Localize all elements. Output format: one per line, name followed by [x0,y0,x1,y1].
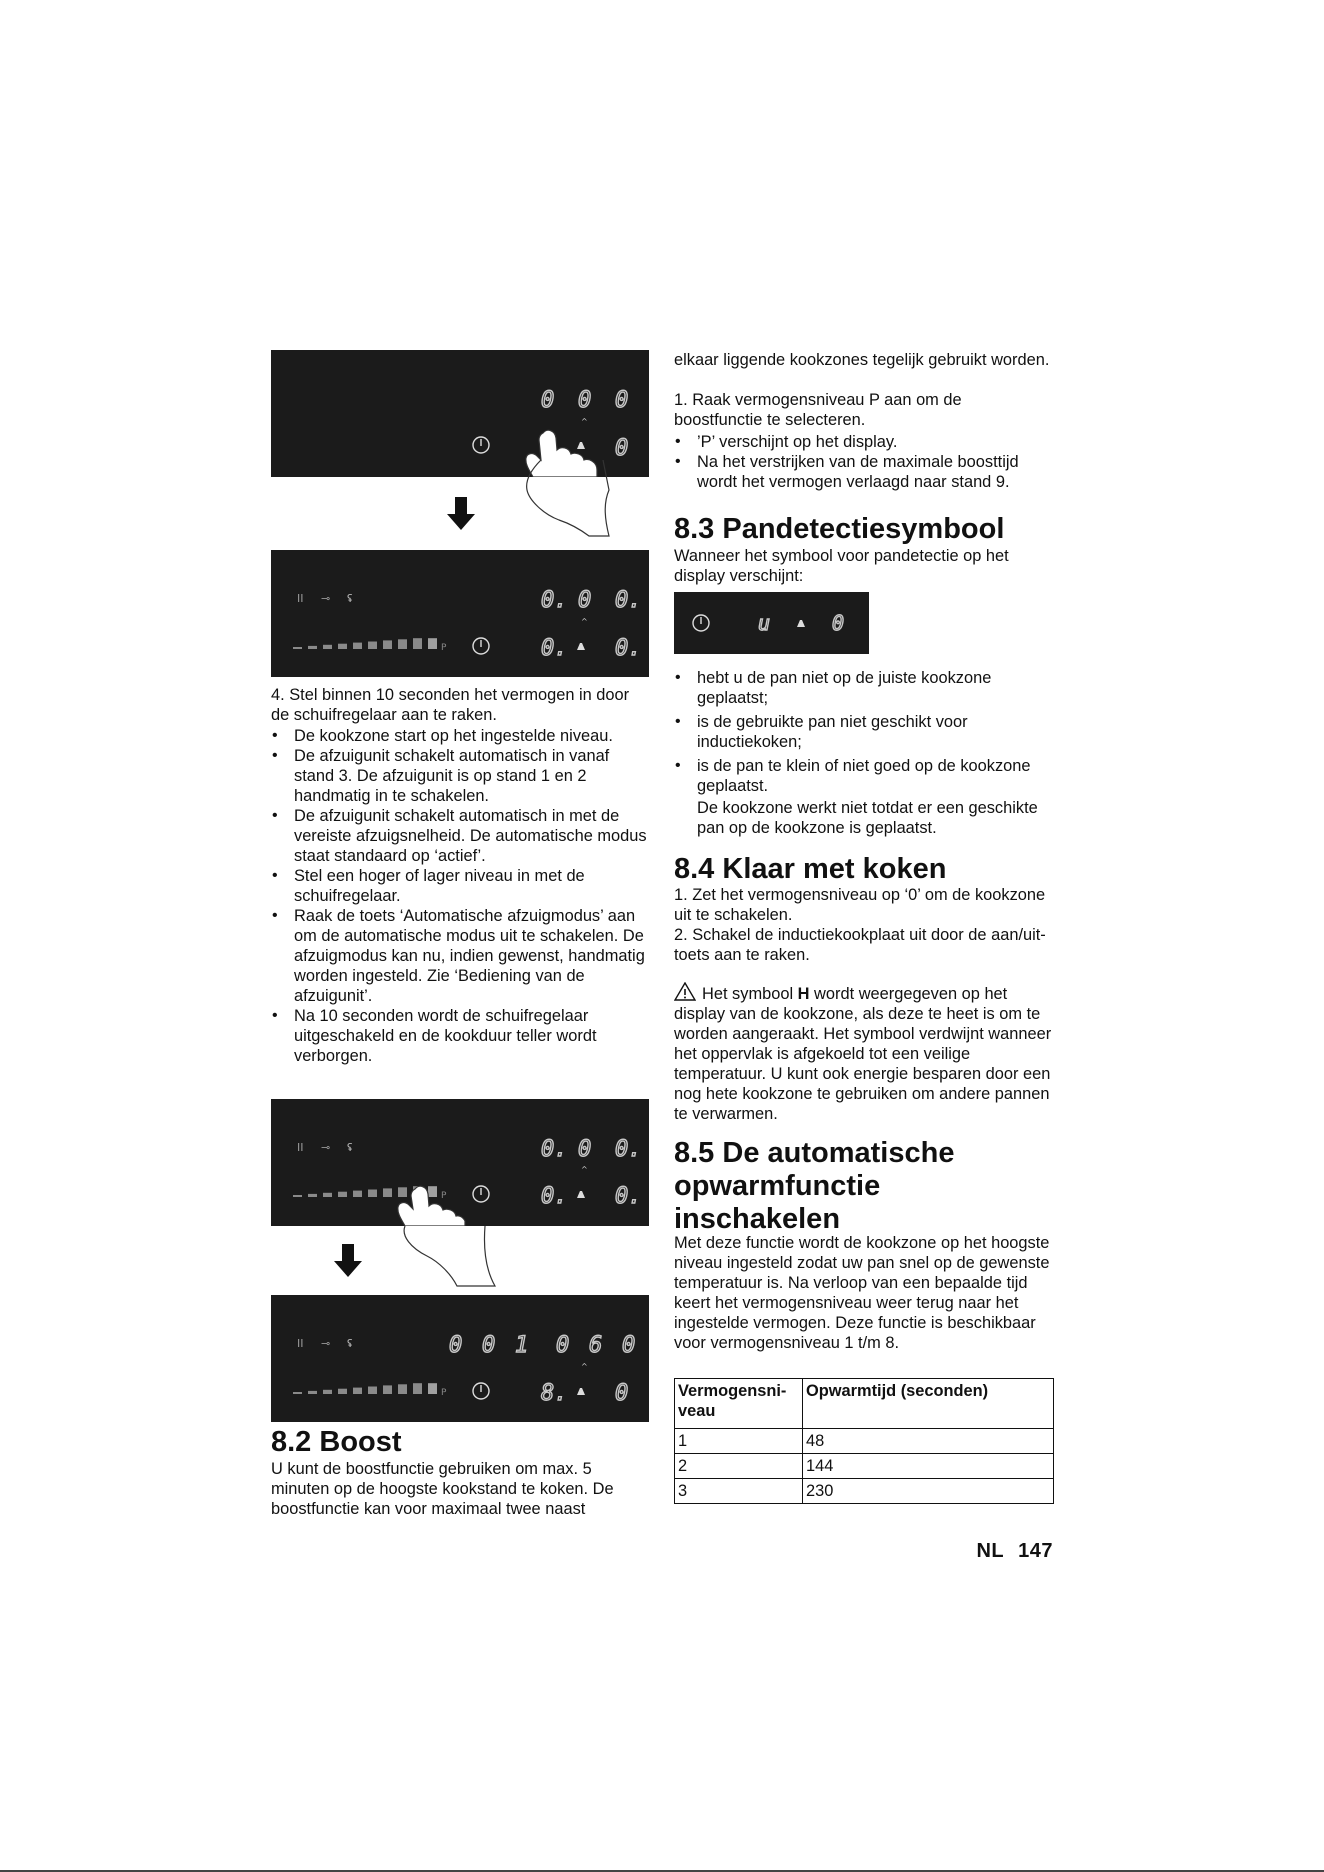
slider-step [383,1385,392,1394]
display-digit: 0. [615,1137,642,1162]
display-digit: 0 [615,436,629,461]
svg-text:ʢ: ʢ [347,1141,353,1154]
language-code: NL [976,1540,1005,1562]
display-digit: 0. [541,1137,568,1162]
display-digit: 0 [615,1381,629,1406]
slider-step [293,1392,302,1394]
pan-detection-display-image [674,592,869,654]
display-digit: 0. [615,1184,642,1209]
slider-step [323,1390,332,1394]
slider-step [383,640,392,649]
arrow-down-icon [446,497,476,531]
slider-step [338,644,347,649]
svg-text:⊸: ⊸ [321,1141,331,1154]
display-digit: 0. [541,1184,568,1209]
slider-step [398,639,407,649]
display-digit: 0 [622,1333,636,1358]
pan-intro: Wanneer het symbool voor pandetectie op het display verschijnt: [674,547,1009,585]
list-item: • De afzuigunit schakelt automatisch in vanaf stand 3. De afzuigunit is op stand 1 en 2 handmatig in te schakelen. [271,746,651,806]
slider-step [323,645,332,649]
svg-text:P: P [441,643,447,653]
list-item: • hebt u de pan niet op de juiste kookzone geplaatst; [674,668,1054,708]
page-number: 147 [1018,1540,1053,1562]
warning-icon [674,982,696,1001]
fan-icon [577,442,585,449]
svg-text:II: II [297,1337,304,1350]
slider-step [353,643,362,649]
svg-text:P: P [441,1191,447,1201]
hand-icon [401,1226,511,1288]
slider-bar [293,1383,437,1394]
page-footer [976,1540,1053,1563]
boost-step-1: 1. Raak vermogensniveau P aan om de boostfunctie te selecteren. [674,391,962,429]
slider-step [428,638,437,649]
slider-step [293,647,302,649]
svg-text:P: P [441,1388,447,1398]
svg-text:II: II [297,592,304,605]
arrow-down-icon [333,1244,363,1278]
slider-step [428,1383,437,1394]
list-item: • Na 10 seconden wordt de schuifregelaar uitgeschakeld en de kookduur teller wordt verborgen. [271,1006,651,1066]
step-4-text: 4. Stel binnen 10 seconden het vermogen in door de schuifregelaar aan te raken. [271,686,630,724]
display-digit: 6 [589,1333,603,1358]
table-header: Vermogensni-veau [675,1379,803,1429]
boost-text: U kunt de boostfunctie gebruiken om max. 5 minuten op de hoogste kookstand te koken. De boostfunctie kan voor maximaal twee naast [271,1460,614,1518]
slider-bar [293,638,437,649]
step-4-bullets [271,726,651,1066]
slider-step [398,1384,407,1394]
display-digit: 1 [515,1333,529,1358]
list-item: • De afzuigunit schakelt automatisch in met de vereiste afzuigsnelheid. De automatische modus staat standaard op ‘actief’. [271,806,651,866]
fan-icon [577,1191,585,1198]
fan-icon [577,1388,585,1395]
heat-time-table [674,1378,1054,1504]
display-digit: 0 [449,1333,463,1358]
slider-step [368,1387,377,1395]
slider-step [383,1188,392,1197]
slider-step [398,1187,407,1197]
fan-icon [797,620,805,627]
svg-text:^: ^ [581,417,588,426]
slider-step [368,642,377,650]
display-digit: 0. [541,588,568,613]
display-digit: 0 [556,1333,570,1358]
list-item: • Stel een hoger of lager niveau in met de schuifregelaar. [271,866,651,906]
control-panel-image-3 [271,1099,649,1226]
display-digit: 0 [578,388,592,413]
slider-step [308,1391,317,1394]
svg-text:⊸: ⊸ [321,592,331,605]
finish-step-1: 1. Zet het vermogensniveau op ‘0’ om de kookzone uit te schakelen. [674,886,1046,924]
list-item: • De kookzone start op het ingestelde niveau. [271,726,651,746]
heading-finish-cooking: 8.4 Klaar met koken [674,853,947,885]
slider-step [323,1193,332,1197]
slider-step [308,646,317,649]
list-item: • is de gebruikte pan niet geschikt voor inductiekoken; [674,712,1054,752]
slider-step [338,1389,347,1394]
display-digit: 0. [615,588,642,613]
display-digit: 0. [615,636,642,661]
heading-pan-detection: 8.3 Pandetectiesymbool [674,513,1005,545]
boost-continued-text: elkaar liggende kookzones tegelijk gebruikt worden. [674,351,1050,369]
slider-step [428,1186,437,1197]
display-digit: 0 [578,588,592,613]
boost-bullets [674,432,1054,492]
svg-text:^: ^ [581,1165,588,1174]
finish-step-2: 2. Schakel de inductiekookplaat uit door de aan/uit-toets aan te raken. [674,926,1046,964]
svg-text:ʢ: ʢ [347,1337,353,1350]
display-digit: 0 [578,1137,592,1162]
display-digit: 0. [541,636,568,661]
display-digit: 0 [832,611,845,635]
control-panel-image-2 [271,550,649,677]
svg-text:^: ^ [581,617,588,626]
display-digit: 0 [541,388,555,413]
display-digit: 0 [615,388,629,413]
list-item: • Na het verstrijken van de maximale boosttijd wordt het vermogen verlaagd naar stand 9. [674,452,1054,492]
slider-step [368,1190,377,1198]
display-digit: u [758,611,771,635]
heading-boost: 8.2 Boost [271,1426,402,1458]
auto-heat-text: Met deze functie wordt de kookzone op het hoogste niveau ingesteld zodat uw pan snel op de gewenste temperatuur is. Na verloop van een bepaalde tijd keert het vermogensniveau weer terug naar het ingestelde vermogen. Deze functie is beschikbaar voor vermogensniveau 1 t/m 8. [674,1234,1050,1352]
list-item: • ’P’ verschijnt op het display. [674,432,1054,452]
fan-icon [577,643,585,650]
heading-auto-heat: 8.5 De automatische opwarmfunctie inschakelen [674,1137,955,1235]
list-item: • is de pan te klein of niet goed op de kookzone geplaatst. [674,756,1054,796]
list-item: • Raak de toets ‘Automatische afzuigmodus’ aan om de automatische modus uit te schakelen. De afzuigmodus kan nu, indien gewenst, handmatig worden ingesteld. Zie ‘Bediening van de afzuigunit’. [271,906,651,1006]
table-header: Opwarmtijd (seconden) [803,1379,1054,1429]
table-row: 1 48 [675,1429,1054,1454]
control-panel-image-1 [271,350,649,477]
svg-text:ʢ: ʢ [347,592,353,605]
hot-warning-text: Het symbool H wordt weergegeven op het display van de kookzone, als deze te heet is om te worden aangeraakt. Het symbool verdwijnt wanneer het oppervlak is afgekoeld tot een veilige temperatuur. U kunt ook energie besparen door een nog hete kookzone te gebruiken om andere pannen te verwarmen. [674,982,1054,1124]
table-row: 3 230 [675,1479,1054,1504]
display-digit: 0 [482,1333,496,1358]
slider-step [413,638,422,649]
table-row: 2 144 [675,1454,1054,1479]
slider-step [293,1195,302,1197]
pan-extra-text: De kookzone werkt niet totdat er een geschikte pan op de kookzone is geplaatst. [697,799,1038,837]
svg-text:^: ^ [581,1362,588,1371]
slider-step [308,1194,317,1197]
zone-display-top [541,388,628,413]
slider-step [353,1388,362,1394]
pan-bullets [674,668,1054,796]
slider-step [353,1191,362,1197]
svg-text:⊸: ⊸ [321,1337,331,1350]
slider-step [413,1383,422,1394]
display-digit: 8. [541,1381,568,1406]
control-panel-image-4 [271,1295,649,1422]
hand-icon [523,460,633,540]
slider-step [338,1192,347,1197]
svg-text:II: II [297,1141,304,1154]
